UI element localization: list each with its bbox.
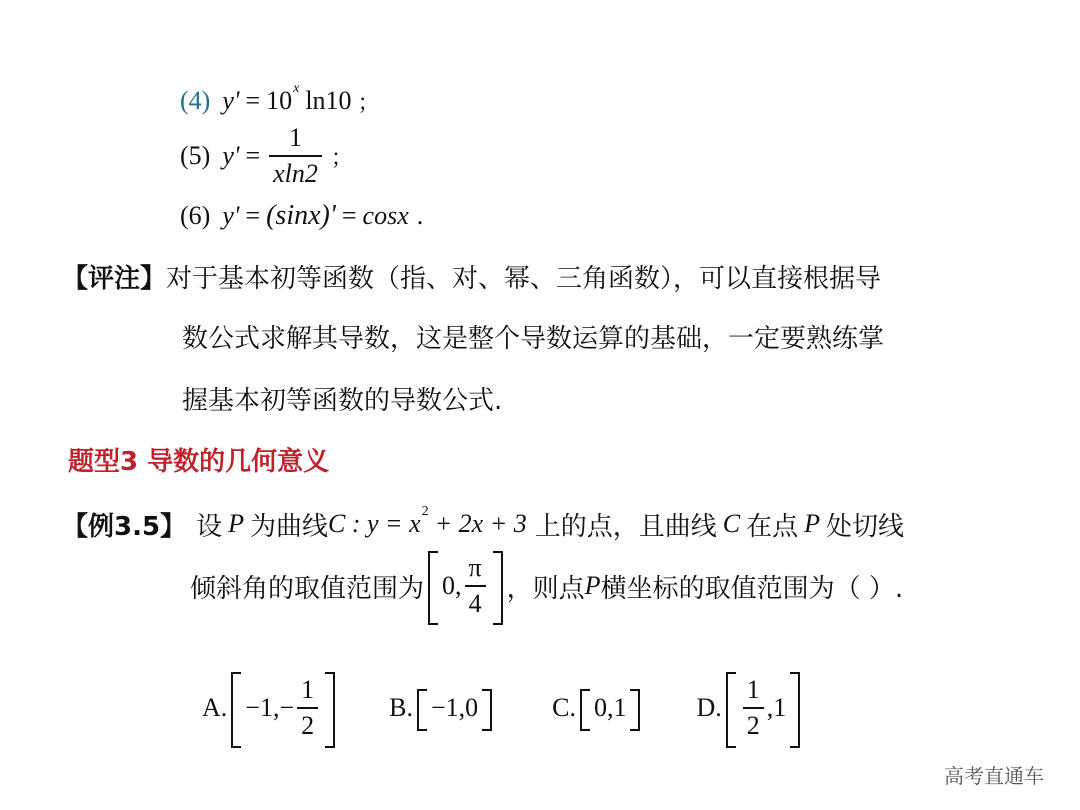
curve-c: C	[722, 509, 741, 538]
example-tag: 【例3.5】	[62, 511, 187, 542]
example-text: 倾斜角的取值范围为	[190, 573, 425, 604]
left-bracket	[417, 689, 427, 731]
line-end-punct: ；	[330, 145, 353, 171]
fraction-denominator: xln2	[273, 159, 318, 188]
note-line-3: 握基本初等函数的导数公式.	[182, 386, 503, 416]
option-value: 0,1	[593, 693, 627, 722]
note-text-1: 对于基本初等函数（指、对、幂、三角函数），可以直接根据导	[166, 264, 882, 294]
left-bracket	[231, 672, 241, 748]
section-title: 题型3 导数的几何意义	[68, 447, 330, 477]
equals-sign: =	[245, 201, 261, 230]
equals-sign: =	[245, 86, 261, 115]
item-label: (5)	[180, 141, 211, 170]
right-bracket	[493, 551, 503, 625]
formula-lhs: y'	[222, 201, 240, 230]
fraction-numerator: 1	[288, 123, 302, 152]
formula-paren-term: (sinx)'	[266, 200, 336, 231]
option-c[interactable]	[552, 668, 640, 748]
fraction	[269, 123, 322, 189]
example-line-2	[190, 548, 903, 624]
option-d[interactable]	[696, 668, 800, 748]
option-value: −1,0	[430, 693, 479, 722]
equals-sign-2: =	[341, 201, 357, 230]
fraction-denominator: 4	[468, 589, 482, 618]
right-bracket	[325, 672, 335, 748]
note-line-2: 数公式求解其导数，这是整个导数运算的基础，一定要熟练掌	[182, 324, 885, 354]
example-text: 上的点，且曲线	[534, 511, 717, 542]
left-bracket	[428, 551, 438, 625]
curve-equation: C : y = x	[327, 509, 421, 538]
option-label: D.	[696, 693, 722, 722]
point-p: P	[804, 509, 821, 538]
formula-lhs: y'	[222, 86, 240, 115]
range-left: 0,	[442, 571, 462, 600]
option-value: −1,−	[245, 693, 295, 722]
fraction	[465, 553, 486, 619]
option-label: A.	[202, 693, 228, 722]
left-bracket	[726, 672, 736, 748]
fraction-numerator: 1	[301, 675, 315, 704]
example-text: 处切线	[826, 511, 905, 542]
answer-options	[202, 668, 800, 748]
example-text: ，则点	[506, 573, 585, 604]
option-label: B.	[389, 693, 413, 722]
right-bracket	[630, 689, 640, 731]
line-end-punct: .	[416, 201, 424, 230]
note-line-1	[62, 262, 881, 296]
fraction	[297, 675, 318, 741]
option-a[interactable]	[202, 668, 335, 748]
option-b[interactable]	[389, 668, 492, 748]
right-bracket	[790, 672, 800, 748]
equals-sign: =	[245, 141, 261, 170]
power-exponent: x	[293, 81, 300, 96]
fraction-denominator: 2	[301, 711, 315, 740]
formula-lhs: y'	[222, 141, 240, 170]
option-value: ,1	[766, 693, 787, 722]
option-label: C.	[552, 693, 576, 722]
watermark: 高考直通车	[944, 764, 1044, 788]
formula-rest: ln10	[305, 86, 352, 115]
formula-line-5	[180, 118, 353, 194]
example-text: 在点	[746, 511, 799, 542]
curve-exponent: 2	[421, 504, 429, 519]
fraction	[743, 675, 764, 741]
left-bracket	[580, 689, 590, 731]
line-end-punct: ；	[357, 90, 380, 116]
example-line-1	[62, 504, 904, 544]
example-text: 为曲线	[249, 511, 328, 542]
power-base: 10	[266, 86, 293, 115]
formula-line-4	[180, 81, 380, 118]
item-label: (6)	[180, 201, 211, 230]
fraction-numerator: π	[468, 553, 482, 582]
example-text: 设	[196, 511, 223, 542]
point-p: P	[584, 571, 601, 600]
example-text: 横坐标的取值范围为（ ）.	[600, 573, 904, 604]
fraction-numerator: 1	[746, 675, 760, 704]
curve-equation-rest: + 2x + 3	[434, 509, 527, 538]
note-tag: 【评注】	[62, 264, 167, 294]
formula-line-6	[180, 196, 423, 236]
item-label: (4)	[180, 86, 211, 115]
formula-rhs: cosx	[362, 201, 409, 230]
point-p: P	[228, 509, 244, 538]
angle-range	[428, 551, 503, 621]
right-bracket	[482, 689, 492, 731]
fraction-denominator: 2	[746, 711, 760, 740]
